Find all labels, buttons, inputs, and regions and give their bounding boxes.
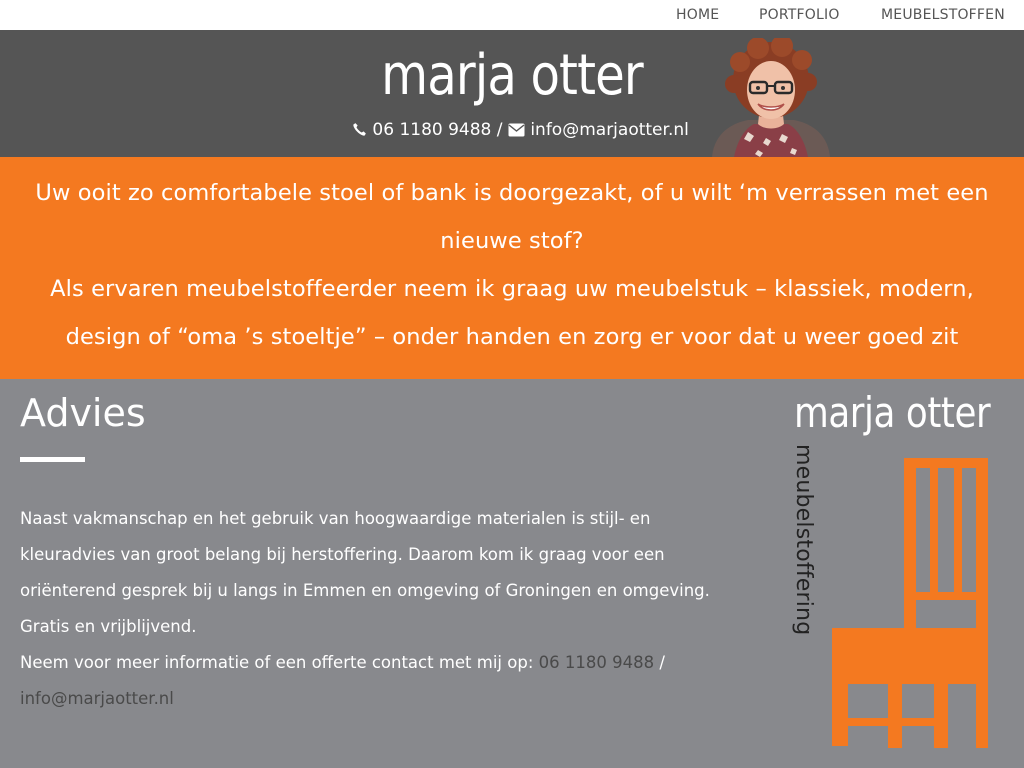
intro-banner bbox=[0, 157, 1024, 379]
header-separator: / bbox=[496, 120, 503, 140]
portrait-photo bbox=[708, 38, 834, 157]
nav-portfolio-link[interactable]: PORTFOLIO bbox=[759, 7, 840, 23]
logo-subtitle-wrapper bbox=[790, 444, 816, 636]
site-header bbox=[0, 30, 1024, 157]
nav-meubelstoffen-link[interactable]: MEUBELSTOFFEN bbox=[881, 7, 1005, 23]
advies-text bbox=[20, 501, 720, 717]
contact-prefix: Neem voor meer informatie of een offerte contact met mij op: bbox=[20, 653, 534, 672]
header-phone-link[interactable]: 06 1180 9488 bbox=[372, 120, 492, 140]
envelope-icon bbox=[508, 120, 525, 140]
advies-heading: Advies bbox=[20, 391, 146, 435]
site-title[interactable]: marja otter bbox=[381, 43, 643, 108]
advies-separator: / bbox=[659, 653, 665, 672]
advies-email-link[interactable]: info@marjaotter.nl bbox=[20, 689, 174, 708]
intro-text-1: Uw ooit zo comfortabele stoel of bank is doorgezakt, of u wilt ‘m verrassen met een nieuwe stof? bbox=[35, 180, 989, 254]
advies-paragraph: Naast vakmanschap en het gebruik van hoogwaardige materialen is stijl- en kleuradvies van groot belang bij herstoffering. Daarom kom ik graag voor een oriënterend gesprek bij u langs in Emmen en omgeving of Groningen en omgeving. Gratis en vrijblijvend. bbox=[20, 509, 710, 636]
chair-icon bbox=[832, 454, 992, 748]
header-contact-line bbox=[352, 120, 689, 140]
header-email-link[interactable]: info@marjaotter.nl bbox=[530, 120, 689, 140]
nav-home-link[interactable]: HOME bbox=[676, 7, 720, 23]
top-navigation bbox=[0, 0, 1024, 30]
phone-icon bbox=[352, 120, 367, 140]
intro-text-2: Als ervaren meubelstoffeerder neem ik graag uw meubelstuk – klassiek, modern, design of “oma ’s stoeltje” – onder handen en zorg er voor dat u weer goed zit bbox=[50, 276, 974, 350]
company-logo bbox=[786, 388, 996, 748]
heading-underline bbox=[20, 457, 85, 462]
logo-title: marja otter bbox=[794, 388, 991, 437]
advies-phone-link[interactable]: 06 1180 9488 bbox=[538, 653, 655, 672]
logo-subtitle: meubelstoffering bbox=[791, 444, 816, 636]
